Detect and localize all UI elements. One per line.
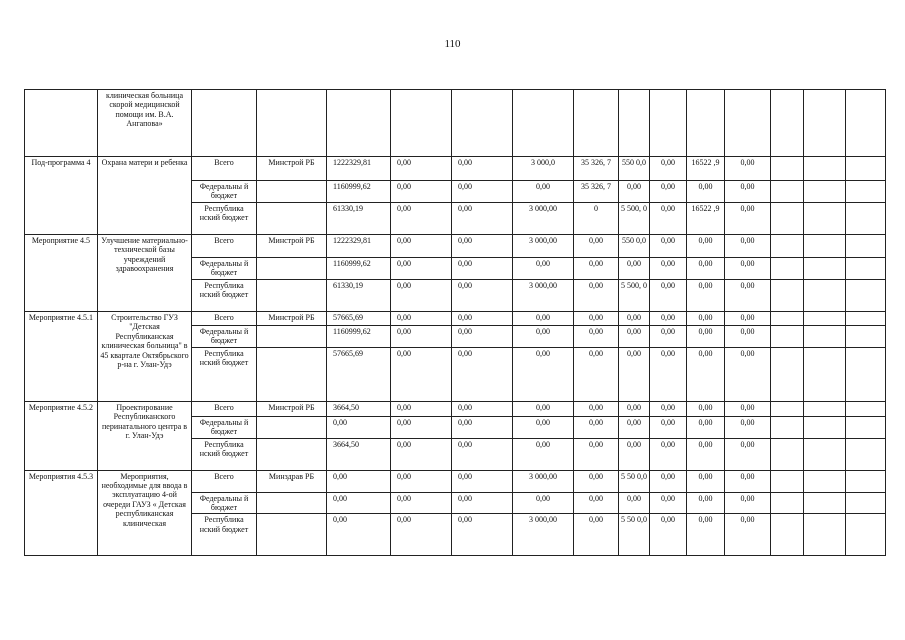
value-cell <box>846 326 886 348</box>
value-cell <box>804 312 846 326</box>
value-cell: 1160999,62 <box>327 258 391 280</box>
value-cell <box>804 492 846 514</box>
value-cell <box>846 280 886 312</box>
value-cell: 0,00 <box>452 492 513 514</box>
value-cell: 3 000,00 <box>513 203 574 235</box>
value-cell: 0,00 <box>650 492 687 514</box>
value-cell <box>771 401 804 416</box>
value-cell: 0,00 <box>391 470 452 492</box>
value-cell <box>771 470 804 492</box>
value-cell <box>804 401 846 416</box>
value-cell: 1160999,62 <box>327 181 391 203</box>
funding-source-cell: Республика нский бюджет <box>192 514 257 556</box>
program-description-cell: Проектирование Республиканского перинатального центра в г. Улан-Удэ <box>98 401 192 470</box>
value-cell: 0,00 <box>619 347 650 401</box>
value-cell: 0,00 <box>650 280 687 312</box>
value-cell: 0 <box>574 203 619 235</box>
value-cell: 0,00 <box>574 235 619 258</box>
value-cell: 5 50 0,0 <box>619 470 650 492</box>
value-cell: 3 000,00 <box>513 235 574 258</box>
value-cell <box>846 181 886 203</box>
value-cell: 550 0,0 <box>619 235 650 258</box>
value-cell: 0,00 <box>391 181 452 203</box>
value-cell <box>804 438 846 470</box>
value-cell: 0,00 <box>619 416 650 438</box>
executor-cell: Минстрой РБ <box>257 312 327 326</box>
value-cell: 0,00 <box>452 416 513 438</box>
value-cell <box>687 90 725 157</box>
value-cell: 0,00 <box>619 181 650 203</box>
value-cell <box>804 181 846 203</box>
value-cell: 0,00 <box>687 312 725 326</box>
value-cell: 0,00 <box>391 514 452 556</box>
value-cell: 0,00 <box>452 514 513 556</box>
value-cell <box>513 90 574 157</box>
value-cell: 0,00 <box>619 401 650 416</box>
value-cell: 0,00 <box>574 312 619 326</box>
value-cell: 0,00 <box>725 235 771 258</box>
value-cell <box>846 347 886 401</box>
funding-source-cell <box>192 90 257 157</box>
value-cell <box>771 258 804 280</box>
value-cell: 0,00 <box>452 181 513 203</box>
value-cell <box>725 90 771 157</box>
value-cell: 0,00 <box>687 235 725 258</box>
executor-cell: Минздрав РБ <box>257 470 327 492</box>
value-cell: 0,00 <box>513 416 574 438</box>
program-description-cell: клиническая больница скорой медицинской помощи им. В.А. Ангапова» <box>98 90 192 157</box>
value-cell: 0,00 <box>391 235 452 258</box>
value-cell <box>574 90 619 157</box>
executor-cell <box>257 203 327 235</box>
value-cell: 35 326, 7 <box>574 181 619 203</box>
value-cell <box>804 416 846 438</box>
value-cell: 0,00 <box>619 258 650 280</box>
executor-cell: Минстрой РБ <box>257 235 327 258</box>
value-cell <box>804 258 846 280</box>
value-cell: 0,00 <box>327 492 391 514</box>
value-cell: 0,00 <box>452 401 513 416</box>
value-cell: 0,00 <box>391 258 452 280</box>
value-cell: 3 000,0 <box>513 157 574 181</box>
value-cell <box>804 203 846 235</box>
value-cell <box>846 157 886 181</box>
value-cell: 0,00 <box>687 326 725 348</box>
value-cell: 0,00 <box>513 181 574 203</box>
value-cell: 0,00 <box>452 312 513 326</box>
value-cell: 0,00 <box>327 514 391 556</box>
funding-source-cell: Всего <box>192 401 257 416</box>
value-cell: 0,00 <box>391 347 452 401</box>
funding-source-cell: Республика нский бюджет <box>192 438 257 470</box>
value-cell: 0,00 <box>391 203 452 235</box>
value-cell <box>391 90 452 157</box>
table-row <box>25 401 886 416</box>
value-cell: 0,00 <box>725 347 771 401</box>
value-cell: 57665,69 <box>327 347 391 401</box>
executor-cell <box>257 181 327 203</box>
value-cell <box>771 438 804 470</box>
value-cell <box>846 438 886 470</box>
value-cell: 1222329,81 <box>327 157 391 181</box>
value-cell <box>771 312 804 326</box>
value-cell: 3 000,00 <box>513 280 574 312</box>
value-cell: 61330,19 <box>327 280 391 312</box>
value-cell: 0,00 <box>687 470 725 492</box>
funding-source-cell: Республика нский бюджет <box>192 347 257 401</box>
table-body <box>25 90 886 556</box>
value-cell <box>804 235 846 258</box>
executor-cell <box>257 280 327 312</box>
value-cell <box>771 203 804 235</box>
value-cell <box>771 90 804 157</box>
value-cell <box>619 90 650 157</box>
table-row <box>25 235 886 258</box>
funding-source-cell: Республика нский бюджет <box>192 280 257 312</box>
value-cell <box>771 235 804 258</box>
value-cell: 0,00 <box>513 401 574 416</box>
value-cell: 0,00 <box>650 470 687 492</box>
program-description-cell: Строительство ГУЗ "Детская Республиканская клиническая больница" в 45 квартале Октябрьского р-на г. Улан-Удэ <box>98 312 192 402</box>
funding-source-cell: Всего <box>192 312 257 326</box>
value-cell <box>846 312 886 326</box>
funding-source-cell: Всего <box>192 470 257 492</box>
value-cell: 0,00 <box>452 235 513 258</box>
value-cell <box>327 90 391 157</box>
program-description-cell: Охрана матери и ребенка <box>98 157 192 235</box>
program-description-cell: Мероприятия, необходимые для ввода в эксплуатацию 4-ой очереди ГАУЗ « Детская республиканская клиническая <box>98 470 192 556</box>
value-cell: 0,00 <box>574 470 619 492</box>
program-name-cell: Мероприятие 4.5.2 <box>25 401 98 470</box>
value-cell: 0,00 <box>725 157 771 181</box>
value-cell: 0,00 <box>650 326 687 348</box>
executor-cell <box>257 492 327 514</box>
value-cell: 0,00 <box>687 258 725 280</box>
value-cell <box>804 280 846 312</box>
value-cell: 0,00 <box>725 492 771 514</box>
program-name-cell: Мероприятие 4.5.1 <box>25 312 98 402</box>
value-cell <box>846 514 886 556</box>
value-cell: 0,00 <box>452 326 513 348</box>
value-cell: 0,00 <box>452 470 513 492</box>
value-cell: 0,00 <box>725 514 771 556</box>
value-cell: 0,00 <box>687 401 725 416</box>
value-cell: 3 000,00 <box>513 514 574 556</box>
value-cell: 0,00 <box>513 312 574 326</box>
program-name-cell <box>25 90 98 157</box>
value-cell: 0,00 <box>513 492 574 514</box>
value-cell: 0,00 <box>391 280 452 312</box>
value-cell: 0,00 <box>391 157 452 181</box>
value-cell: 0,00 <box>687 514 725 556</box>
value-cell: 0,00 <box>687 280 725 312</box>
value-cell: 0,00 <box>574 492 619 514</box>
value-cell: 3 000,00 <box>513 470 574 492</box>
value-cell <box>771 157 804 181</box>
value-cell: 0,00 <box>725 470 771 492</box>
value-cell: 1160999,62 <box>327 326 391 348</box>
value-cell: 0,00 <box>391 326 452 348</box>
funding-source-cell: Федеральны й бюджет <box>192 492 257 514</box>
value-cell: 0,00 <box>574 326 619 348</box>
executor-cell <box>257 416 327 438</box>
executor-cell: Минстрой РБ <box>257 157 327 181</box>
executor-cell <box>257 326 327 348</box>
value-cell: 0,00 <box>650 235 687 258</box>
funding-source-cell: Федеральны й бюджет <box>192 326 257 348</box>
value-cell: 0,00 <box>327 470 391 492</box>
value-cell: 0,00 <box>513 326 574 348</box>
value-cell <box>771 514 804 556</box>
executor-cell <box>257 258 327 280</box>
value-cell: 61330,19 <box>327 203 391 235</box>
value-cell: 0,00 <box>725 280 771 312</box>
value-cell: 0,00 <box>650 312 687 326</box>
value-cell: 0,00 <box>391 438 452 470</box>
value-cell: 0,00 <box>574 347 619 401</box>
value-cell <box>771 347 804 401</box>
value-cell <box>771 492 804 514</box>
value-cell: 0,00 <box>391 492 452 514</box>
value-cell: 0,00 <box>725 401 771 416</box>
value-cell: 0,00 <box>725 181 771 203</box>
value-cell: 0,00 <box>650 438 687 470</box>
funding-source-cell: Федеральны й бюджет <box>192 258 257 280</box>
funding-source-cell: Всего <box>192 157 257 181</box>
value-cell: 0,00 <box>687 416 725 438</box>
program-table <box>24 89 886 556</box>
program-description-cell: Улучшение материально-технической базы учреждений здравоохранения <box>98 235 192 312</box>
program-name-cell: Мероприятия 4.5.3 <box>25 470 98 556</box>
value-cell: 0,00 <box>687 347 725 401</box>
value-cell <box>846 258 886 280</box>
value-cell: 5 500, 0 <box>619 280 650 312</box>
table-row <box>25 470 886 492</box>
value-cell: 16522 ,9 <box>687 203 725 235</box>
value-cell <box>846 235 886 258</box>
funding-source-cell: Всего <box>192 235 257 258</box>
value-cell: 0,00 <box>574 401 619 416</box>
value-cell <box>804 90 846 157</box>
value-cell: 0,00 <box>452 438 513 470</box>
value-cell: 0,00 <box>513 438 574 470</box>
value-cell: 0,00 <box>725 438 771 470</box>
value-cell: 0,00 <box>619 492 650 514</box>
value-cell: 0,00 <box>574 438 619 470</box>
value-cell: 0,00 <box>725 326 771 348</box>
value-cell <box>771 326 804 348</box>
value-cell: 0,00 <box>574 258 619 280</box>
table-row <box>25 90 886 157</box>
value-cell: 0,00 <box>574 514 619 556</box>
value-cell <box>771 416 804 438</box>
executor-cell <box>257 438 327 470</box>
value-cell: 0,00 <box>650 203 687 235</box>
value-cell: 0,00 <box>687 181 725 203</box>
value-cell: 0,00 <box>513 347 574 401</box>
value-cell <box>771 181 804 203</box>
value-cell <box>846 90 886 157</box>
executor-cell <box>257 90 327 157</box>
value-cell: 0,00 <box>725 258 771 280</box>
value-cell: 0,00 <box>650 258 687 280</box>
value-cell: 0,00 <box>619 326 650 348</box>
value-cell <box>771 280 804 312</box>
value-cell <box>846 492 886 514</box>
value-cell: 0,00 <box>650 347 687 401</box>
executor-cell: Минстрой РБ <box>257 401 327 416</box>
funding-source-cell: Федеральны й бюджет <box>192 416 257 438</box>
value-cell: 0,00 <box>452 258 513 280</box>
value-cell <box>804 326 846 348</box>
value-cell: 0,00 <box>327 416 391 438</box>
page-number: 110 <box>444 38 461 50</box>
value-cell: 0,00 <box>725 416 771 438</box>
value-cell: 3664,50 <box>327 438 391 470</box>
value-cell: 5 50 0,0 <box>619 514 650 556</box>
value-cell <box>804 347 846 401</box>
value-cell: 0,00 <box>452 280 513 312</box>
value-cell <box>804 514 846 556</box>
value-cell: 35 326, 7 <box>574 157 619 181</box>
value-cell: 1222329,81 <box>327 235 391 258</box>
value-cell: 0,00 <box>391 401 452 416</box>
value-cell <box>804 157 846 181</box>
value-cell: 0,00 <box>619 438 650 470</box>
value-cell: 0,00 <box>650 157 687 181</box>
value-cell: 0,00 <box>650 416 687 438</box>
value-cell: 0,00 <box>391 312 452 326</box>
value-cell <box>804 470 846 492</box>
value-cell: 0,00 <box>513 258 574 280</box>
value-cell: 3664,50 <box>327 401 391 416</box>
value-cell: 57665,69 <box>327 312 391 326</box>
funding-source-cell: Республика нский бюджет <box>192 203 257 235</box>
value-cell <box>846 470 886 492</box>
value-cell: 550 0,0 <box>619 157 650 181</box>
table-row <box>25 312 886 326</box>
value-cell: 0,00 <box>650 401 687 416</box>
value-cell: 0,00 <box>725 203 771 235</box>
value-cell: 0,00 <box>574 280 619 312</box>
value-cell: 0,00 <box>725 312 771 326</box>
value-cell <box>846 203 886 235</box>
value-cell: 0,00 <box>650 514 687 556</box>
table-row <box>25 157 886 181</box>
value-cell <box>650 90 687 157</box>
program-name-cell: Мероприятие 4.5 <box>25 235 98 312</box>
executor-cell <box>257 347 327 401</box>
value-cell: 0,00 <box>687 438 725 470</box>
funding-source-cell: Федеральны й бюджет <box>192 181 257 203</box>
value-cell: 0,00 <box>452 347 513 401</box>
value-cell: 16522 ,9 <box>687 157 725 181</box>
executor-cell <box>257 514 327 556</box>
value-cell: 0,00 <box>619 312 650 326</box>
value-cell: 0,00 <box>650 181 687 203</box>
value-cell: 0,00 <box>391 416 452 438</box>
value-cell: 0,00 <box>574 416 619 438</box>
value-cell <box>846 416 886 438</box>
value-cell: 0,00 <box>687 492 725 514</box>
value-cell: 5 500, 0 <box>619 203 650 235</box>
program-name-cell: Под-программа 4 <box>25 157 98 235</box>
value-cell <box>452 90 513 157</box>
value-cell: 0,00 <box>452 203 513 235</box>
value-cell: 0,00 <box>452 157 513 181</box>
value-cell <box>846 401 886 416</box>
